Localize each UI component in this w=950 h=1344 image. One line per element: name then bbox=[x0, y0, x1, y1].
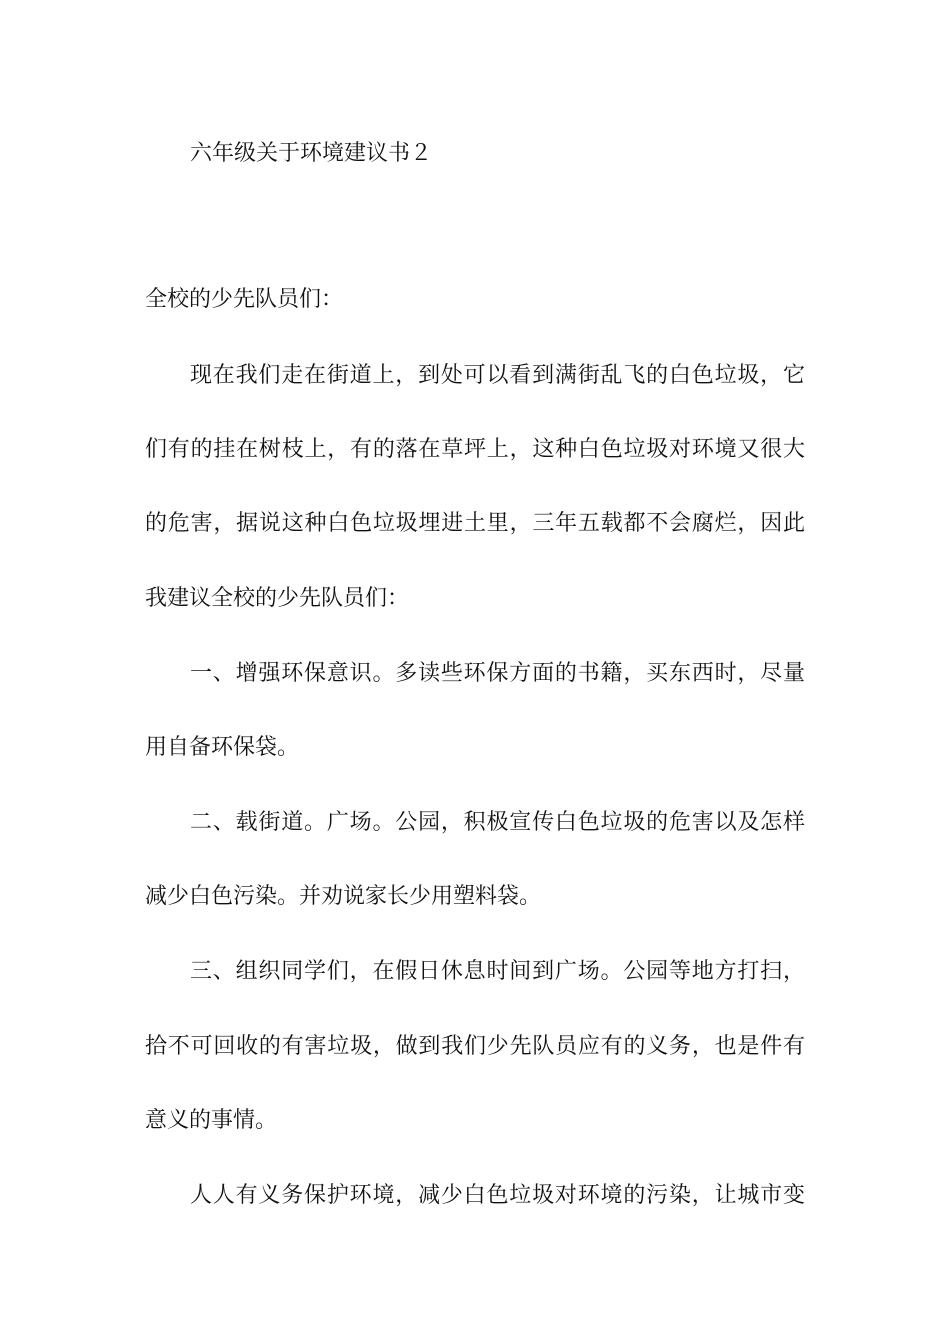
paragraph-line: 意义的事情。 bbox=[145, 1108, 278, 1133]
paragraph-line: 三、组织同学们，在假日休息时间到广场。公园等地方打扫， bbox=[190, 959, 805, 984]
document-title: 六年级关于环境建议书２ bbox=[190, 141, 433, 166]
paragraph-line: 二、载街道。广场。公园，积极宣传白色垃圾的危害以及怎样 bbox=[190, 810, 805, 835]
paragraph-line: 的危害，据说这种白色垃圾埋进土里，三年五载都不会腐烂，因此 bbox=[145, 511, 805, 536]
paragraph-line: 我建议全校的少先队员们： bbox=[145, 586, 410, 611]
paragraph-line: 们有的挂在树枝上，有的落在草坪上，这种白色垃圾对环境又很大 bbox=[145, 437, 805, 462]
paragraph-line: 减少白色污染。并劝说家长少用塑料袋。 bbox=[145, 884, 542, 909]
paragraph-line: 一、增强环保意识。多读些环保方面的书籍，买东西时，尽量 bbox=[190, 661, 805, 686]
paragraph-line: 拾不可回收的有害垃圾，做到我们少先队员应有的义务，也是件有 bbox=[145, 1034, 805, 1059]
paragraph-line: 现在我们走在街道上，到处可以看到满街乱飞的白色垃圾，它 bbox=[190, 363, 805, 388]
salutation-line: 全校的少先队员们： bbox=[145, 287, 344, 312]
paragraph-line: 人人有义务保护环境，减少白色垃圾对环境的污染，让城市变 bbox=[190, 1183, 805, 1208]
paragraph-line: 用自备环保袋。 bbox=[145, 735, 300, 760]
